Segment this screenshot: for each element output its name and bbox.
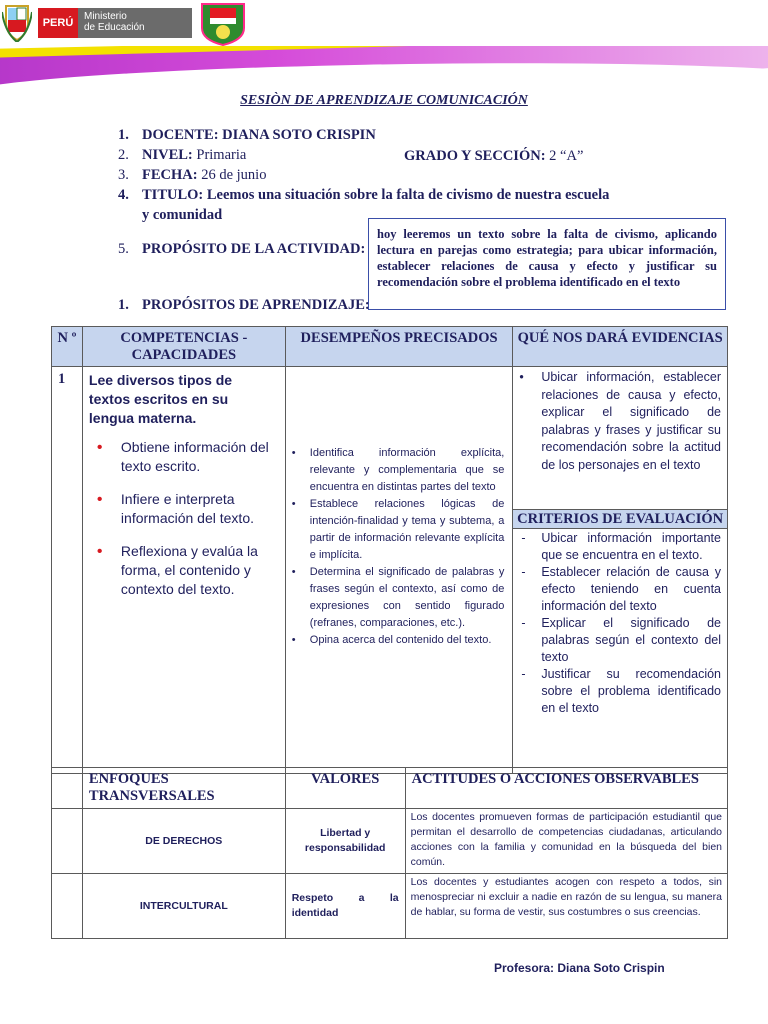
header-enfoques: ENFOQUES TRANSVERSALES [82,768,285,809]
propositos-aprendizaje-label: PROPÓSITOS DE APRENDIZAJE: [142,297,370,313]
desempenos-cell [285,367,513,774]
table-row [52,874,728,939]
criterio-item: - Ubicar información importante que se encuentra en el texto. [513,530,727,564]
criterio-item: - Explicar el significado de palabras según el contexto del texto [513,615,727,666]
header-banner [0,0,768,95]
item-number: 2. [118,147,129,163]
purpose-box: hoy leeremos un texto sobre la falta de civismo, aplicando lectura en parejas como estrategia; para ubicar información, establecer relaciones de causa y efecto y justificar su recomendación sobre el problema identificado en el texto [368,218,726,310]
capacidad-item: • Obtiene información del texto escrito. [89,438,277,476]
school-emblem-icon [196,2,250,46]
titulo-label: TITULO: [142,187,204,203]
competencias-cell [82,367,285,774]
header-actitudes: ACTITUDES O ACCIONES OBSERVABLES [405,768,727,809]
proposito-label: PROPÓSITO DE LA ACTIVIDAD: [142,241,366,257]
criterio-item: - Establecer relación de causa y efecto teniendo en cuenta información del texto [513,564,727,615]
capacidades-list [89,438,277,599]
evidencias-cell [513,367,728,510]
table-row [52,809,728,874]
nivel-label: NIVEL: [142,147,193,163]
ministry-line-1: Ministerio [84,11,127,22]
criterios-list [513,529,727,717]
titulo-value: Leemos una situación sobre la falta de civismo de nuestra escuela [203,187,610,203]
header-n: N º [52,327,83,367]
national-shield-icon [2,2,32,42]
titulo-value-cont: y comunidad [142,207,223,223]
item-number: 1. [118,297,129,313]
item-number: 3. [118,167,129,183]
fecha-value: 26 de junio [197,167,267,183]
header-desempenos: DESEMPEÑOS PRECISADOS [285,327,513,367]
row-number: 1 [52,367,83,774]
nivel-value: Primaria [192,147,247,163]
grado-label: GRADO Y SECCIÓN: [404,148,546,164]
item-number: 5. [118,241,129,257]
desempeno-item: • Identifica información explícita, relevante y complementaria que se encuentra en distintas partes del texto [286,445,505,496]
table-row [52,367,728,510]
desempeno-item: • Determina el significado de palabras y frases según el contexto, así como de expresiones con sentido figurado (refranes, comparaciones, etc.). [286,564,505,632]
actitud-text: Los docentes y estudiantes acogen con respeto a todos, sin menospreciar ni excluir a nadie en razón de su lengua, su manera de hablar, su forma de vestir, sus costumbres o sus creencias. [405,874,727,939]
item-number: 4. [118,187,129,203]
docente-label: DOCENTE: DIANA SOTO CRISPIN [142,127,376,143]
header-competencias: COMPETENCIAS - CAPACIDADES [82,327,285,367]
criterios-header: CRITERIOS DE EVALUACIÓN [513,510,727,529]
actitud-text: Los docentes promueven formas de participación estudiantil que permitan el desarrollo de competencias ciudadanas, articulando acciones con la familia y comunidad en la búsqueda del bien común. [405,809,727,874]
competencia-text: Lee diversos tipos de textos escritos en su lengua materna. [88,372,233,426]
valor-name: Respeto a la identidad [285,874,405,939]
evidencia-item: • Ubicar información, establecer relaciones de causa y efecto, explicar el significado de palabras y frases y justificar su recomendación sobre la actitud de los personajes en el texto [513,369,721,474]
desempenos-list [286,445,505,649]
enfoque-name: DE DERECHOS [82,809,285,874]
fecha-label: FECHA: [142,167,198,183]
desempeno-item: • Opina acerca del contenido del texto. [286,632,505,649]
page-title: SESIÒN DE APRENDIZAJE COMUNICACIÓN [240,93,528,108]
capacidad-item: • Reflexiona y evalúa la forma, el contenido y contexto del texto. [89,542,277,599]
valor-name: Libertad y responsabilidad [285,809,405,874]
header-valores: VALORES [285,768,405,809]
ministry-logo [78,8,192,38]
enfoques-table [51,767,728,939]
ministry-line-2: de Educación [84,22,145,33]
enfoques-header-row [52,768,728,809]
signature: Profesora: Diana Soto Crispin [494,961,665,975]
enfoque-name: INTERCULTURAL [82,874,285,939]
grado-seccion [404,148,583,165]
grado-value: 2 “A” [545,148,584,164]
peru-logo: PERÚ [38,8,78,38]
header-evidencias: QUÉ NOS DARÁ EVIDENCIAS [513,327,728,367]
item-number: 1. [118,127,129,143]
competencias-table [51,326,728,774]
table-header-row [52,327,728,367]
desempeno-item: • Establece relaciones lógicas de intención-finalidad y tema y subtema, a partir de información relevante explícita e implícita. [286,496,505,564]
capacidad-item: • Infiere e interpreta información del texto. [89,490,277,528]
criterios-cell [513,510,728,774]
criterio-item: - Justificar su recomendación sobre el problema identificado en el texto [513,666,727,717]
